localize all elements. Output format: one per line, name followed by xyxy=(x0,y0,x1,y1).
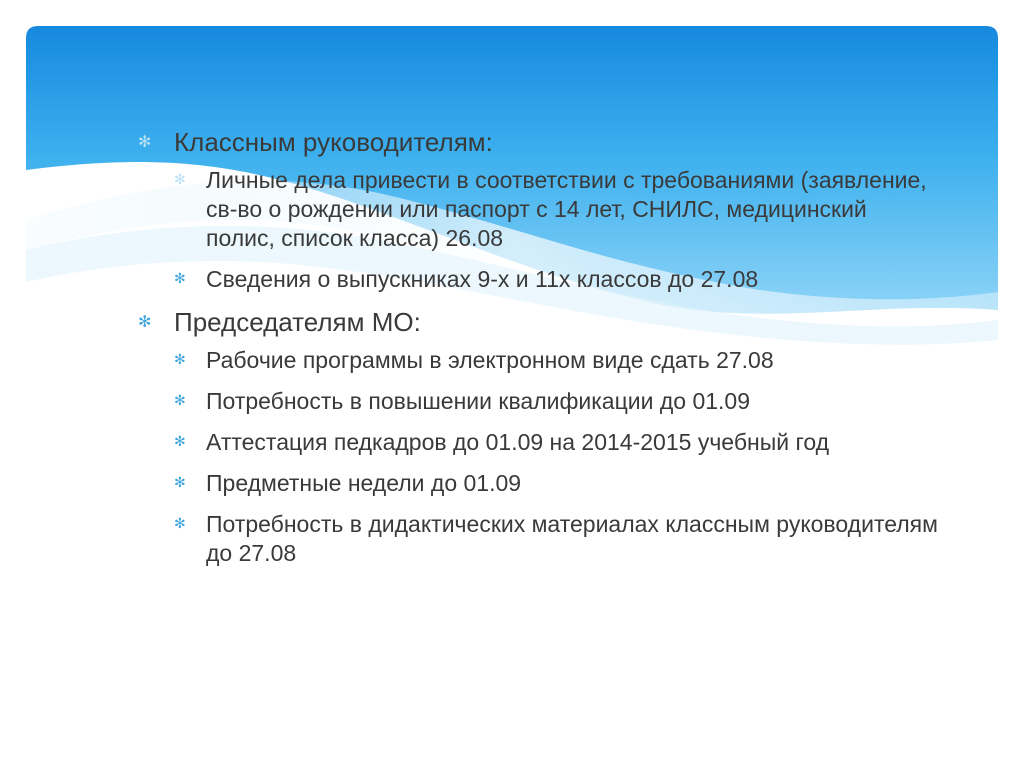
list-item xyxy=(174,387,938,416)
bullet-icon: ✻ xyxy=(174,516,186,532)
list-item-text: Предметные недели до 01.09 xyxy=(206,470,522,496)
bullet-icon: ✻ xyxy=(138,312,152,331)
bullet-icon: ✻ xyxy=(174,352,186,368)
list-item xyxy=(174,510,938,568)
heading-text: Председателям МО: xyxy=(174,307,421,337)
heading-text: Классным руководителям: xyxy=(174,127,493,157)
list-item-text: Аттестация педкадров до 01.09 на 2014-2015 учебный год xyxy=(206,429,830,455)
bullet-icon: ✻ xyxy=(174,271,186,287)
list-item-text: Рабочие программы в электронном виде сдать 27.08 xyxy=(206,347,774,373)
bullet-icon: ✻ xyxy=(174,172,186,188)
section-heading-mo-chairs xyxy=(138,306,938,338)
list-item xyxy=(174,428,938,457)
bullet-icon: ✻ xyxy=(138,132,152,151)
list-item-text: Личные дела привести в соответствии с требованиями (заявление, св-во о рождении или паспорт с 14 лет, СНИЛС, медицинский полис, список класса) 26.08 xyxy=(206,167,927,251)
list-item-text: Потребность в дидактических материалах классным руководителям до 27.08 xyxy=(206,511,938,566)
list-item xyxy=(174,346,938,375)
list-item-text: Сведения о выпускниках 9-х и 11х классов до 27.08 xyxy=(206,266,759,292)
bullet-icon: ✻ xyxy=(174,475,186,491)
list-item-text: Потребность в повышении квалификации до 01.09 xyxy=(206,388,751,414)
section-heading-class-teachers xyxy=(138,126,938,158)
list-item xyxy=(174,469,938,498)
list-item xyxy=(174,166,938,253)
bullet-icon: ✻ xyxy=(174,434,186,450)
bullet-icon: ✻ xyxy=(174,393,186,409)
slide-content xyxy=(138,126,938,580)
list-item xyxy=(174,265,938,294)
